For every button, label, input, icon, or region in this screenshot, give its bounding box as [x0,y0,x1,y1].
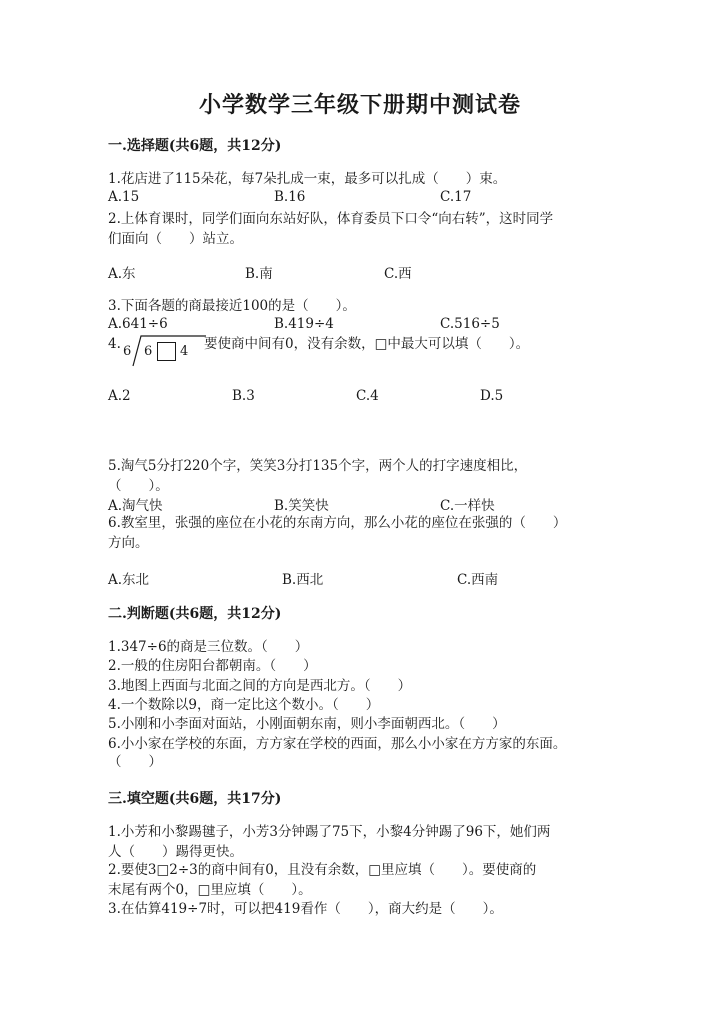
option-b: B.419÷4 [274,316,334,332]
long-division-figure [118,334,208,370]
blank-box [157,342,176,361]
option-a: A.641÷6 [108,316,168,332]
question-4-text: 要使商中间有0，没有余数，□中最大可以填（ ）。 [204,336,530,352]
option-c: C.17 [440,189,472,205]
option-c: C.西南 [457,572,499,588]
dividend-digit: 4 [180,344,189,359]
section-heading-fill: 三.填空题(共6题，共17分) [108,791,282,807]
question-6-line2: 方向。 [108,535,149,551]
question-5-line2: （ ）。 [108,478,169,494]
section-heading-judgement: 二.判断题(共6题，共12分) [108,606,282,622]
option-b: B.16 [274,189,306,205]
option-b: B.3 [232,388,255,404]
option-b: B.笑笑快 [274,498,329,514]
question-2-line2: 们面向（ ）站立。 [108,231,243,247]
option-b: B.南 [245,266,273,282]
divisor: 6 [123,344,132,359]
question-3: 3.下面各题的商最接近100的是（ ）。 [108,298,356,314]
judgement-item: 1.347÷6的商是三位数。（ ） [108,639,309,655]
option-a: A.东北 [108,572,150,588]
question-2-line1: 2.上体育课时，同学们面向东站好队，体育委员下口令“向右转”，这时同学 [108,211,554,227]
fill-item: 1.小芳和小黎踢毽子，小芳3分钟踢了75下，小黎4分钟踢了96下，她们两 [108,824,551,840]
option-c: C.西 [384,266,412,282]
question-5-line1: 5.淘气5分打220个字，笑笑3分打135个字，两个人的打字速度相比， [108,458,528,474]
fill-item: 3.在估算419÷7时，可以把419看作（ ），商大约是（ ）。 [108,901,503,917]
question-1: 1.花店进了115朵花，每7朵扎成一束，最多可以扎成（ ）束。 [108,171,507,187]
option-c: C.4 [356,388,379,404]
fill-item: 末尾有两个0，□里应填（ ）。 [108,882,312,898]
judgement-item: 3.地图上西面与北面之间的方向是西北方。（ ） [108,678,412,694]
question-6-line1: 6.教室里，张强的座位在小花的东南方向，那么小花的座位在张强的（ ） [108,515,567,531]
judgement-item: 6.小小家在学校的东面，方方家在学校的西面，那么小小家在方方家的东面。 [108,736,567,752]
option-c: C.516÷5 [440,316,500,332]
question-4-number: 4. [108,336,121,352]
page-title: 小学数学三年级下册期中测试卷 [198,92,521,118]
judgement-item: 2.一般的住房阳台都朝南。（ ） [108,658,317,674]
option-a: A.2 [108,388,131,404]
fill-item: 2.要使3□2÷3的商中间有0，且没有余数，□里应填（ ）。要使商的 [108,862,537,878]
judgement-item: 5.小刚和小李面对面站，小刚面朝东南，则小李面朝西北。（ ） [108,716,506,732]
judgement-item: 4.一个数除以9，商一定比这个数小。（ ） [108,697,380,713]
option-b: B.西北 [282,572,324,588]
dividend-digit: 6 [144,344,153,359]
option-a: A.15 [108,189,140,205]
section-heading-choice: 一.选择题(共6题，共12分) [108,138,282,154]
option-a: A.淘气快 [108,498,163,514]
fill-item: 人（ ）踢得更快。 [108,844,243,860]
option-c: C.一样快 [440,498,495,514]
option-d: D.5 [480,388,504,404]
judgement-item-answer: （ ） [108,754,162,770]
option-a: A.东 [108,266,136,282]
